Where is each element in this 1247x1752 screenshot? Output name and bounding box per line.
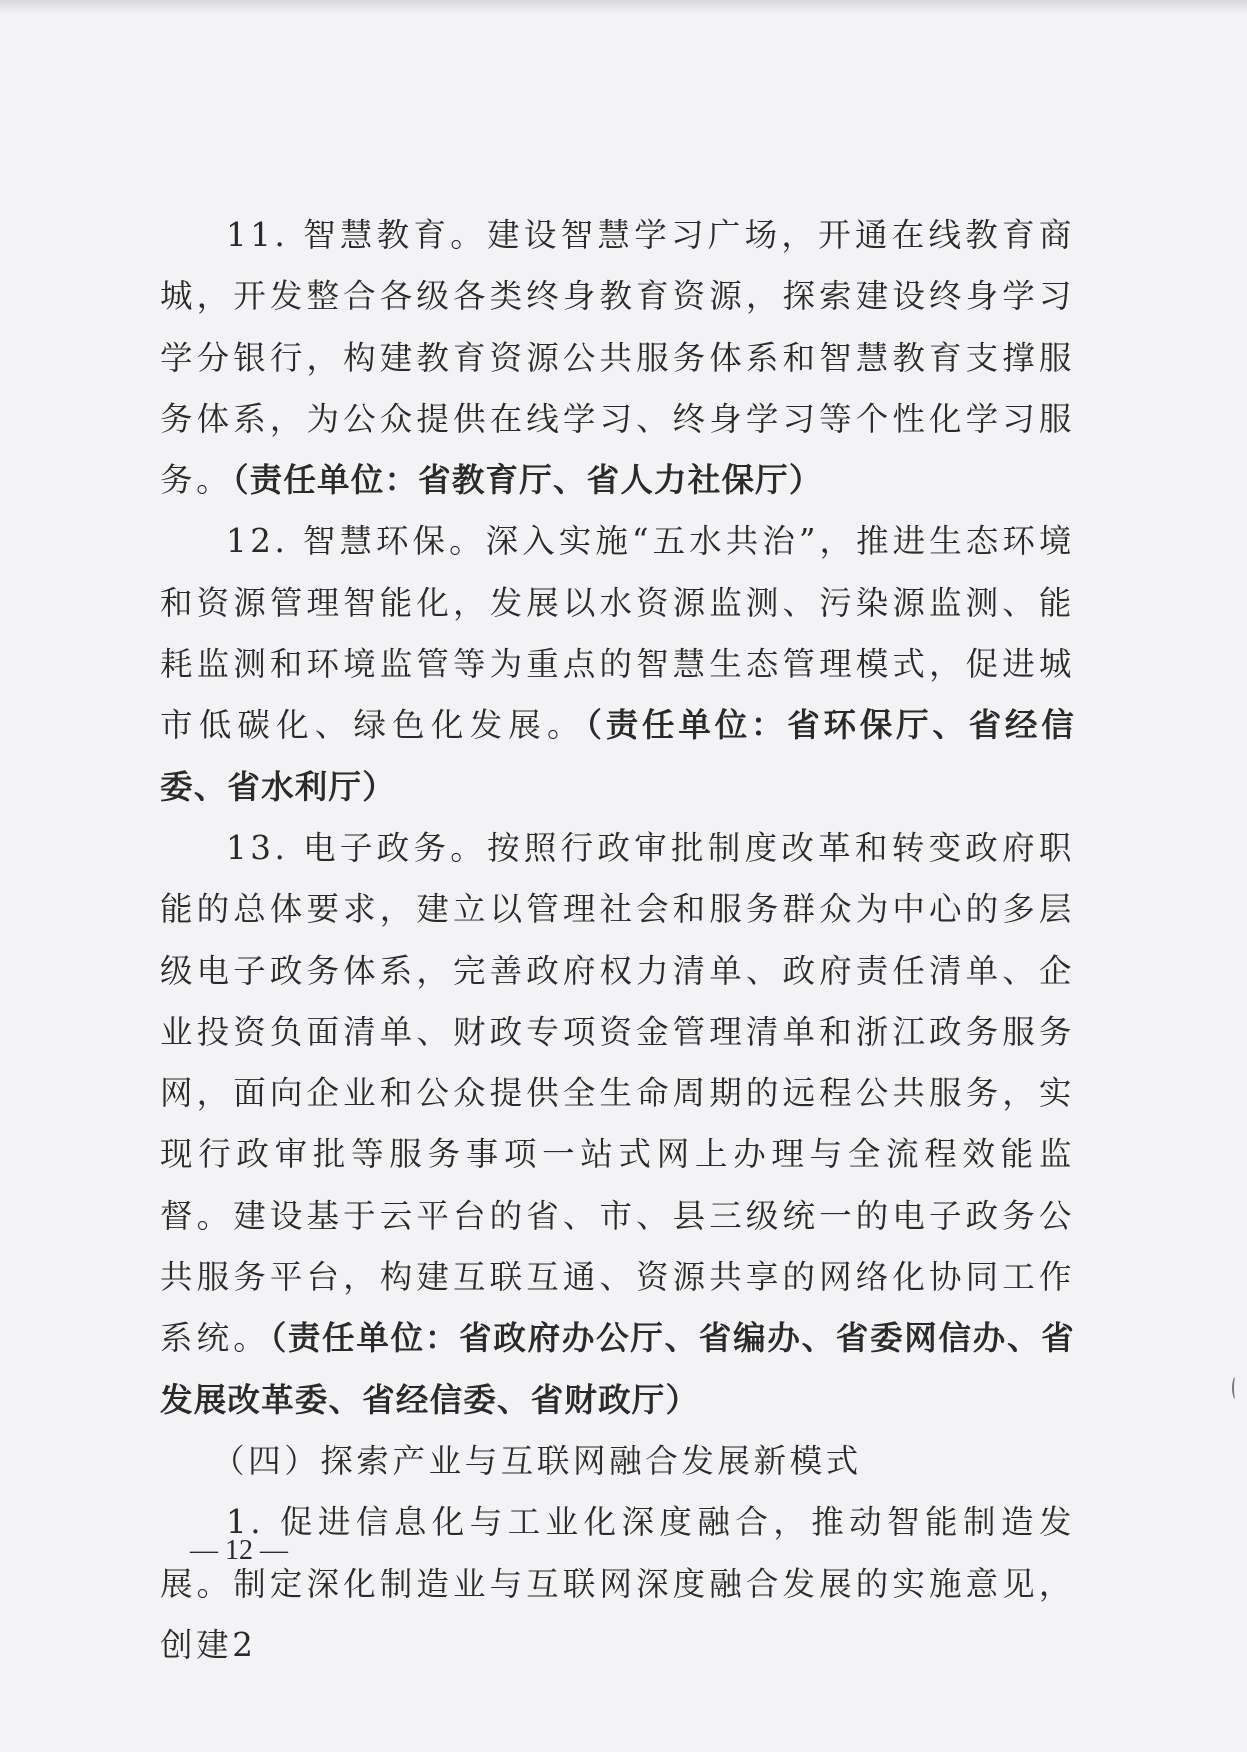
scan-margin-mark [1232,1377,1239,1399]
paragraph-text: 13. 电子政务。按照行政审批制度改革和转变政府职能的总体要求，建立以管理社会和服务群众为中心的多层级电子政务体系，完善政府权力清单、政府责任清单、企业投资负面清单、财政专项资金管理清单和浙江政务服务网，面向企业和公众提供全生命周期的远程公共服务，实现行政审批等服务事项一站式网上办理与全流程效能监督。建设基于云平台的省、市、县三级统一的电子政务公共服务平台，构建互联互通、资源共享的网络化协同工作系统。 [160,828,1075,1358]
paragraph-industry-integration: 1. 促进信息化与工业化深度融合，推动智能制造发展。制定深化制造业与互联网深度融合发展的实施意见，创建2 [160,1503,1075,1664]
paragraph-text: 12. 智慧环保。深入实施“五水共治”，推进生态环境和资源管理智能化，发展以水资源监测、污染源监测、能耗监测和环境监管等为重点的智慧生态管理模式，促进城市低碳化、绿色化发展。 [160,522,1075,745]
paragraph-e-government [160,818,1075,1431]
responsible-units: （责任单位：省环保厅、省经信委、省水利厅） [160,706,1075,806]
responsible-units: （责任单位：省教育厅、省人力社保厅） [232,461,823,500]
paragraph-smart-environment [160,511,1075,817]
paragraph-text: 11. 智慧教育。建设智慧学习广场，开通在线教育商城，开发整合各级各类终身教育资源，探索建设终身学习学分银行，构建教育资源公共服务体系和智慧教育支撑服务体系，为公众提供在线学习、终身学习等个性化学习服务。 [160,216,1075,500]
page-number: — 12 — [190,1535,288,1566]
section-heading: （四）探索产业与互联网融合发展新模式 [212,1441,862,1480]
responsible-units: （责任单位：省政府办公厅、省编办、省委网信办、省发展改革委、省经信委、省财政厅） [160,1319,1075,1419]
body-text [160,205,1075,1676]
scan-top-edge [0,0,1247,14]
paragraph-smart-education [160,205,1075,511]
